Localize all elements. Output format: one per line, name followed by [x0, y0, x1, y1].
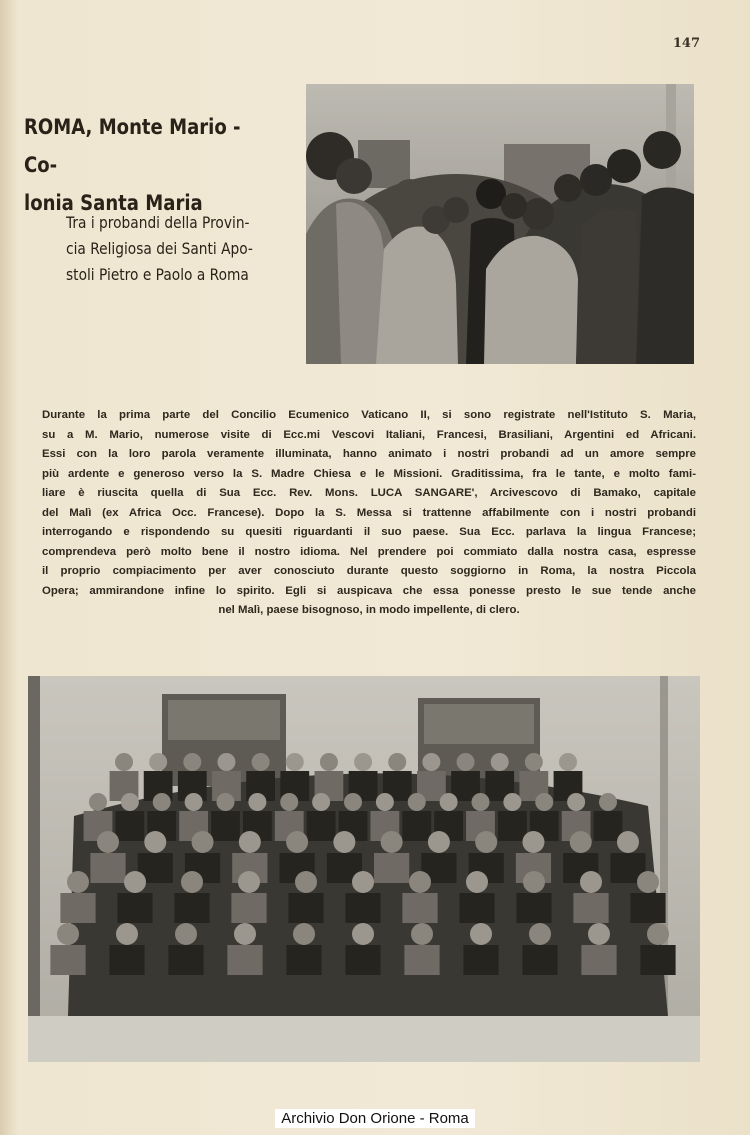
body-line: nel Malì, paese bisognoso, in modo impellente, di clero. [218, 604, 520, 616]
body-line: il proprio compiacimento per aver conosciuto durante questo soggiorno in Roma, la nostra Piccola [42, 565, 696, 577]
body-line: comprendeva però molto bene il nostro idioma. Nel prendere poi commiato dalla nostra casa, espresse [42, 545, 696, 558]
photo-probandi-with-archbishop [306, 84, 694, 364]
photo-group-portrait [28, 676, 700, 1062]
page-number: 147 [672, 36, 700, 51]
body-line: Opera; ammirandone infine lo spirito. Egli si auspicava che essa ponesse presto le sue tende anche [42, 584, 696, 597]
archive-label: Archivio Don Orione - Roma [275, 1109, 475, 1128]
body-line: Durante la prima parte del Concilio Ecumenico Vaticano II, si sono registrate nell'Istituto S. Maria, [42, 409, 696, 421]
body-line: su a M. Mario, numerose visite di Ecc.mi Vescovi Italiani, Francesi, Brasiliani, Argentini ed Africani. [42, 428, 696, 441]
subtitle-line: Tra i probandi della Provin- [66, 213, 250, 232]
body-line: interrogando e rispondendo su quesiti riguardanti il suo paese. Sua Ecc. parlava la lingua Francese; [42, 526, 696, 538]
body-line: Essi con la loro parola veramente illuminata, hanno animato i nostri probandi ad un amore sempre [42, 448, 696, 460]
article-title [24, 108, 254, 222]
article-subtitle [66, 210, 298, 288]
title-line: lonia Santa Maria [24, 191, 203, 215]
body-line: del Malì (ex Africa Occ. Francese). Dopo la S. Messa si trattenne affabilmente con i nostri probandi [42, 506, 696, 519]
article-body [42, 406, 696, 621]
subtitle-line: stoli Pietro e Paolo a Roma [66, 265, 249, 284]
title-line: ROMA, Monte Mario - Co- [24, 115, 241, 177]
subtitle-line: cia Religiosa dei Santi Apo- [66, 239, 253, 258]
body-line: più ardente e generoso verso la S. Madre Chiesa e le Missioni. Graditissima, fra le tante, e molto fami- [42, 467, 696, 480]
body-line: liare è riuscita quella di Sua Ecc. Rev. Mons. LUCA SANGARE', Arcivescovo di Bamako, capitale [42, 487, 696, 499]
archive-footer [0, 1108, 750, 1128]
